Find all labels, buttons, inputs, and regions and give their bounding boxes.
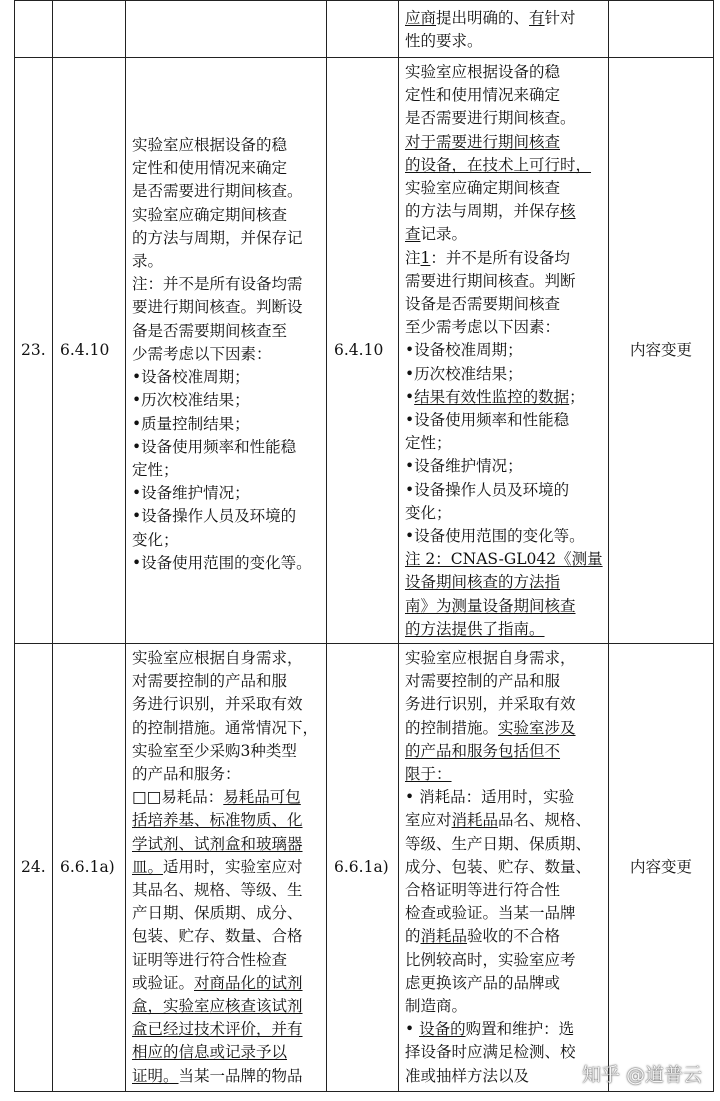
underlined-text: 证明。	[132, 1066, 179, 1085]
text-line	[405, 409, 602, 432]
text-segment: 择设备时应满足检测、校	[405, 1043, 576, 1062]
text-line	[132, 786, 320, 809]
text-line	[132, 717, 320, 740]
underlined-text: 设备的	[419, 1020, 466, 1039]
text-segment: 的控制措施。	[405, 718, 499, 737]
text-segment: 注	[405, 248, 421, 267]
text-line	[405, 670, 602, 693]
text-segment: •设备维护情况；	[132, 484, 250, 503]
text-segment: •设备使用范围的变化等。	[132, 553, 312, 572]
underlined-text: 学试剂、试剂盒和玻璃器	[132, 834, 303, 853]
text-line	[405, 363, 602, 386]
text-line	[132, 482, 320, 505]
text-line	[132, 157, 320, 180]
comparison-table	[14, 0, 714, 1092]
text-line	[405, 1018, 602, 1041]
text-segment: 产日期、保质期、成分、	[132, 904, 303, 923]
text-line	[405, 548, 602, 571]
old-clause-cell	[53, 1, 126, 58]
text-segment: •	[405, 1020, 420, 1039]
change-type: 内容变更	[609, 58, 714, 644]
text-segment: 是否需要进行期间核查。	[132, 182, 303, 201]
text-line	[132, 250, 320, 273]
text-segment: ；	[569, 387, 585, 406]
text-segment: •设备维护情况；	[405, 457, 523, 476]
old-clause: 6.4.10	[53, 58, 126, 644]
text-line	[132, 227, 320, 250]
text-line	[132, 134, 320, 157]
text-line	[132, 180, 320, 203]
text-line	[405, 177, 602, 200]
old-text-cell	[126, 644, 327, 1092]
text-line	[405, 902, 602, 925]
text-line	[132, 902, 320, 925]
underlined-text: 结果有效性监控的数据	[414, 387, 570, 406]
text-line	[405, 833, 602, 856]
text-line	[405, 247, 602, 270]
text-line	[405, 479, 602, 502]
text-segment: 对需要控制的产品和服	[405, 672, 561, 691]
text-segment: •设备使用频率和性能稳	[405, 411, 570, 430]
underlined-text: 括培养基、标准物质、化	[132, 811, 303, 830]
text-line	[405, 455, 602, 478]
old-clause: 6.6.1a)	[53, 644, 126, 1092]
underlined-text: 注 2：CNAS-GL042《测量	[405, 550, 603, 569]
text-segment: 成分、包装、贮存、数量、	[405, 857, 592, 876]
text-line	[405, 879, 602, 902]
table-row	[15, 644, 714, 1092]
text-line	[132, 436, 320, 459]
text-segment: •质量控制结果；	[132, 414, 250, 433]
text-segment: •历次校准结果；	[132, 391, 250, 410]
old-text-cell	[126, 58, 327, 644]
text-line	[132, 809, 320, 832]
text-segment: 定性和使用情况来确定	[405, 86, 561, 105]
text-line	[132, 459, 320, 482]
text-segment: 对需要控制的产品和服	[132, 672, 288, 691]
text-segment: □□易耗品：	[132, 788, 224, 807]
text-line	[405, 809, 602, 832]
text-segment: 实验室应根据自身需求，	[405, 649, 576, 667]
text-segment: •设备使用范围的变化等。	[405, 527, 585, 546]
text-segment: 其品名、规格、等级、生	[132, 881, 303, 900]
text-line	[132, 366, 320, 389]
text-line	[132, 529, 320, 552]
text-line	[405, 740, 602, 763]
underlined-text: 的方法提供了指南。	[405, 619, 545, 638]
text-segment: 实验室应根据自身需求，	[132, 649, 303, 667]
text-segment: 务进行识别，并采取有效	[405, 695, 576, 714]
text-segment: •	[405, 387, 415, 406]
text-line	[405, 131, 602, 154]
watermark: 知乎 @道普云	[581, 1064, 702, 1086]
new-text-cell	[399, 644, 609, 1092]
text-line	[132, 389, 320, 412]
text-segment: ：并不是所有设备均	[430, 248, 570, 267]
text-segment: 比例较高时，实验室应考	[405, 950, 576, 969]
text-segment: •历次校准结果；	[405, 364, 523, 383]
text-segment: 的方法与周期，并保存记	[132, 228, 303, 247]
text-segment: 当某一品牌的物品	[178, 1066, 303, 1085]
text-segment: •设备校准周期；	[132, 368, 250, 387]
underlined-text: 易耗品可包	[223, 788, 301, 807]
text-segment: 验收的不合格	[467, 927, 561, 946]
text-segment: 变化；	[405, 503, 452, 522]
change-type-cell	[609, 1, 714, 58]
underlined-text: 相应的信息或记录予以	[132, 1043, 288, 1062]
text-segment: 定性和使用情况来确定	[132, 159, 288, 178]
text-line	[405, 316, 602, 339]
text-segment: 室应对	[405, 811, 452, 830]
text-segment: 合格证明等进行符合性	[405, 881, 561, 900]
text-line	[405, 30, 602, 53]
text-line	[405, 647, 602, 670]
new-clause: 6.4.10	[327, 58, 399, 644]
text-line	[405, 595, 602, 618]
new-text-cell	[399, 1, 609, 58]
table-row	[15, 1, 714, 58]
table-row	[15, 58, 714, 644]
text-line	[405, 525, 602, 548]
text-segment: 的	[405, 927, 421, 946]
text-segment: 的方法与周期，并保存	[405, 202, 561, 221]
new-text-cell	[399, 58, 609, 644]
text-line	[405, 995, 602, 1018]
text-segment: 包装、贮存、数量、合格	[132, 927, 303, 946]
underlined-text: 实验室涉及	[498, 718, 576, 737]
text-segment: 品名、规格、	[498, 811, 592, 830]
text-line	[405, 618, 602, 641]
text-line	[405, 763, 602, 786]
text-line	[132, 740, 320, 763]
text-line	[405, 786, 602, 809]
underlined-text: 核	[560, 202, 576, 221]
text-segment: 的控制措施。通常情况下，	[132, 718, 319, 737]
text-line	[132, 647, 320, 670]
text-segment: 等级、生产日期、保质期、	[405, 834, 592, 853]
text-line	[405, 84, 602, 107]
text-line	[132, 273, 320, 296]
text-line	[132, 833, 320, 856]
text-segment: 记录。	[420, 225, 468, 244]
text-line	[132, 763, 320, 786]
text-segment: 录。	[132, 252, 164, 271]
text-line	[405, 1065, 602, 1088]
text-line	[405, 972, 602, 995]
text-segment: 变化；	[132, 530, 179, 549]
text-line	[132, 505, 320, 528]
text-line	[405, 339, 602, 362]
text-segment: 少需考虑以下因素：	[132, 344, 272, 363]
text-line	[405, 154, 602, 177]
text-segment: 定性；	[405, 434, 452, 453]
old-text-cell	[126, 1, 327, 58]
text-segment: 证明等进行符合性检查	[132, 950, 288, 969]
text-line	[405, 223, 602, 246]
row-number-cell	[15, 1, 53, 58]
text-line	[132, 413, 320, 436]
text-line	[405, 856, 602, 879]
underlined-text: 有	[529, 9, 545, 27]
text-segment: 适用时，实验室应对	[163, 857, 303, 876]
underlined-text: 查	[405, 225, 421, 244]
text-segment: 性的要求。	[405, 32, 483, 51]
text-line	[132, 856, 320, 879]
text-segment: 提出明确的、	[436, 9, 530, 27]
new-clause: 6.6.1a)	[327, 644, 399, 1092]
text-segment: •设备使用频率和性能稳	[132, 437, 297, 456]
text-segment: • 消耗品：适用时，实验	[405, 788, 575, 807]
text-line	[405, 717, 602, 740]
row-number: 24.	[15, 644, 53, 1092]
underlined-text: 盒，实验室应核查该试剂	[132, 997, 303, 1016]
text-segment: 针对	[544, 9, 576, 27]
text-segment: 购置和维护：选	[465, 1020, 575, 1039]
underlined-text: 对于需要进行期间核查	[405, 132, 561, 151]
text-line	[132, 1018, 320, 1041]
text-segment: 准或抽样方法以及	[405, 1066, 530, 1085]
text-line	[405, 293, 602, 316]
text-line	[132, 879, 320, 902]
text-segment: 实验室至少采购3种类型	[132, 741, 297, 760]
text-segment: 制造商。	[405, 997, 468, 1016]
text-line	[132, 320, 320, 343]
underlined-text: 消耗品	[451, 811, 499, 830]
text-line	[132, 670, 320, 693]
row-number: 23.	[15, 58, 53, 644]
text-segment: 定性；	[132, 460, 179, 479]
text-line	[132, 296, 320, 319]
text-line	[405, 925, 602, 948]
underlined-text: 对商品化的试剂	[194, 973, 303, 992]
text-line	[405, 693, 602, 716]
text-segment: 是否需要进行期间核查。	[405, 109, 576, 128]
underlined-text: 1	[420, 248, 431, 267]
text-segment: 实验室应确定期间核查	[132, 205, 288, 224]
underlined-text: 南》为测量设备期间核查	[405, 596, 576, 615]
text-line	[405, 1041, 602, 1064]
text-segment: •设备操作人员及环境的	[132, 507, 297, 526]
text-line	[405, 432, 602, 455]
text-line	[405, 949, 602, 972]
text-line	[132, 343, 320, 366]
text-segment: 需要进行期间核查。判断	[405, 271, 576, 290]
text-segment: 实验室应根据设备的稳	[132, 136, 288, 155]
text-segment: 检查或验证。当某一品牌	[405, 904, 576, 923]
underlined-text: 消耗品	[420, 927, 468, 946]
underlined-text: 设备期间核查的方法指	[405, 573, 561, 592]
text-segment: 实验室应根据设备的稳	[405, 63, 561, 81]
text-segment: 备是否需要期间核查至	[132, 321, 288, 340]
text-segment: •设备操作人员及环境的	[405, 480, 570, 499]
text-segment: 至少需考虑以下因素：	[405, 318, 561, 337]
text-segment: 要进行期间核查。判断设	[132, 298, 303, 317]
underlined-text: 皿。	[132, 857, 164, 876]
underlined-text: 的产品和服务包括但不	[405, 741, 561, 760]
text-segment: 务进行识别，并采取有效	[132, 695, 303, 714]
underlined-text: 盒已经过技术评价，并有	[132, 1020, 303, 1039]
new-clause-cell	[327, 1, 399, 58]
text-line	[132, 949, 320, 972]
text-segment: •设备校准周期；	[405, 341, 523, 360]
text-line	[405, 200, 602, 223]
text-line	[132, 1041, 320, 1064]
text-segment: 注：并不是所有设备均需	[132, 275, 303, 294]
text-line	[132, 693, 320, 716]
text-segment: 虑更换该产品的品牌或	[405, 973, 561, 992]
text-line	[405, 61, 602, 84]
underlined-text: 应商	[405, 9, 437, 27]
text-line	[405, 270, 602, 293]
text-line	[132, 1065, 320, 1088]
text-line	[405, 571, 602, 594]
text-line	[405, 386, 602, 409]
text-line	[405, 107, 602, 130]
text-line	[132, 552, 320, 575]
change-type: 内容变更	[609, 644, 714, 1092]
text-line	[132, 925, 320, 948]
text-line	[132, 204, 320, 227]
text-segment: 设备是否需要期间核查	[405, 295, 561, 314]
text-line	[132, 995, 320, 1018]
text-segment: 实验室应确定期间核查	[405, 179, 561, 198]
text-line	[405, 502, 602, 525]
text-line	[132, 972, 320, 995]
text-line	[405, 7, 602, 30]
underlined-text: 限于：	[405, 765, 452, 784]
underlined-text: 的设备，在技术上可行时，	[405, 155, 592, 174]
text-segment: 或验证。	[132, 973, 195, 992]
text-segment: 的产品和服务：	[132, 765, 241, 784]
